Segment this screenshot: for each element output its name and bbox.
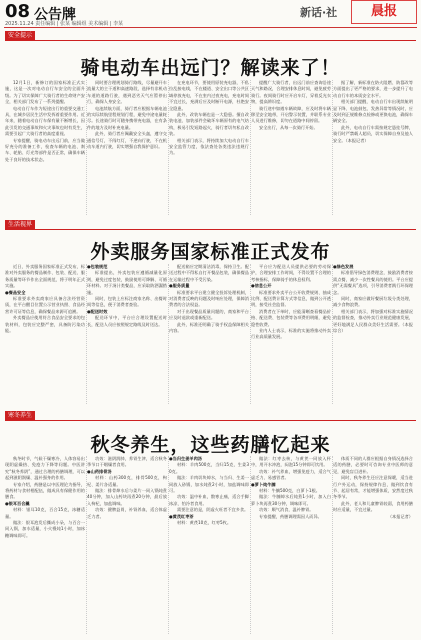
section-tag-rule	[5, 420, 416, 421]
article-column	[87, 80, 167, 215]
page-number: 08	[5, 1, 31, 22]
paragraph: 标准提出，外卖包装应遵循减量化原则，避免过度包装，鼓励使用可降解、可循环材料。对于汤汁类餐品，应采取防洒漏措施。	[87, 270, 167, 295]
section-tag-lifestyle: 生活视界	[5, 220, 35, 229]
paragraph: ●服务质量	[169, 283, 190, 289]
article-column	[169, 264, 249, 404]
article-column	[169, 456, 249, 634]
paragraph: 功效：滋阴润肺，养胃生津，适合秋冬季节口干咽燥者食用。	[87, 456, 167, 468]
paragraph: 同时，包装上应标注商家名称、出餐时间等信息，便于消费者查验。	[87, 296, 167, 308]
page-section-title: 公告牌	[34, 7, 76, 23]
paragraph: 材料：银耳10克，百合15克，冰糖适量。	[5, 507, 85, 519]
article-column	[333, 456, 413, 634]
section-tag-rule	[5, 40, 416, 41]
paragraph: 做法：牛腩焯水后炖煮1小时，加入白萝卜块再煮30分钟，调味即可。	[251, 494, 331, 506]
paragraph: 业内人士表示，标准的实施将推动外卖行业高质量发展。	[251, 328, 331, 340]
paragraph: 相关部门提醒，电动自行车出现续航明显下降、电池鼓包、发热异常等情况时，应及时到正规维修点检修或更换电池，确保车辆安全。	[333, 99, 413, 124]
paragraph: 标准要求外卖商家应具备合法经营资质，在平台醒目位置公示营业执照、食品经营许可证等信息，确保餐品来源可追溯。	[5, 296, 85, 314]
paragraph: ●绿色发展	[333, 264, 354, 269]
brand-logo: 晨报	[351, 0, 417, 24]
paragraph: 专家提醒，药膳调理需因人而异。	[259, 513, 322, 519]
article-column	[251, 456, 331, 634]
paragraph: 平台应为配送人员提供必要的劳动保护，合理安排工作时间，不得设置不合理的考核指标，保障骑手的休息权利。	[251, 264, 331, 282]
article-column	[5, 264, 85, 404]
section-tag-health: 寒冬养生	[5, 411, 35, 420]
article-column	[87, 456, 167, 634]
paragraph: 需要注意的是，阴虚火旺者不宜多食。	[177, 507, 249, 513]
paragraph: 电动自行车作为短途出行的重要交通工具，在城乡居民生活中发挥着重要作用。近年来，随着电动自行车保有量不断增长，因此引发的交通事故和火灾事故也时有发生，需要引起广大骑行者的高度重视。	[5, 105, 85, 137]
paragraph: 做法：排骨焯水后与姜片一同入锅炖煮40分钟，加入山药块再煮20分钟，最后放入枸杞，加盐调味。	[87, 488, 167, 506]
paragraph: 标准要求平台建立健全投诉处理机制，对消费者反映的问题及时响应处理，保障消费者的合法权益。	[169, 289, 249, 308]
paragraph: 材料：黄芪10克，红枣5枚。	[177, 520, 232, 526]
column-divider	[332, 264, 333, 404]
paragraph: 此外，改装车辆也是一大隐患。擅自改装电池、加装部件会破坏车辆原有的电气结构，极易引发短路起火，骑行者切勿私自改装。	[169, 112, 249, 137]
paragraph: 此外，老人和儿童脾胃较弱，食用药膳时应适量，不宜过量。	[333, 500, 413, 513]
column-divider	[86, 456, 87, 634]
paragraph: 配送箱应定期清洁消毒，保持卫生。配送过程中不得私自打开餐品包装，确保餐品在运输过程中不受污染。	[169, 264, 249, 282]
paragraph: 同时要合理规划骑行路线，尽量避开车流量大的主干道和高速路段，选择有非机动车道的道路行驶，遇到恶劣天气应暂停出行，确保人身安全。	[87, 80, 167, 105]
paragraph: 相关部门表示，将持续加大电动自行车安全监管力度，依法查处各类违法违规行为。	[169, 137, 249, 156]
paragraph: 配送环节中，平台应合理设置配送时长，配送人员应按照规定路线及时送达。	[87, 315, 167, 327]
column-divider	[86, 80, 87, 215]
article-column	[169, 80, 249, 215]
paragraph: 体质不同的人群应根据自身情况选择合适的药膳，必要时可咨询专业中医师的意见，避免盲目进补。	[333, 456, 413, 474]
column-divider	[168, 80, 169, 215]
paragraph: ●包装规范	[87, 264, 108, 269]
paragraph: 材料：牛腩500克，白萝卜1根。	[259, 488, 320, 494]
column-divider	[332, 456, 333, 634]
paragraph: 对于出现餐品质量问题的，商家和平台应及时退款或重新配送。	[169, 308, 249, 321]
paragraph: 材料：山药300克，排骨500克，枸杞、姜片各适量。	[87, 475, 167, 487]
paragraph: 此外，标准还明确了骑手权益保障相关内容。	[169, 321, 249, 334]
paragraph: ●当归生姜羊肉汤	[169, 456, 202, 461]
article-column	[5, 80, 85, 215]
article-headline-herbal: 秋冬养生，这些药膳忆起来	[90, 434, 331, 456]
article-headline-ebike: 骑电动车出远门？解读来了！	[80, 57, 341, 79]
paragraph: ●萝卜炖牛腩	[251, 481, 276, 487]
paragraph: ●黄芪红枣茶	[169, 513, 194, 519]
paragraph: 消费者在下单时，应能清晰查看餐品价格、配送费、包装费等各项费用明细，避免隐性收费。	[251, 308, 331, 327]
article-column	[251, 264, 331, 404]
paragraph: 专家提醒，骑电动车出远门前，应当做好充分的准备工作，检查车辆的电池、刹车、轮胎、灯光等部件是否正常，确保车辆处于良好的技术状态。	[5, 137, 85, 162]
paragraph: 安全出行，从每一次骑行开始。	[259, 124, 318, 130]
paragraph: 提醒广大骑行者，出远门前应查询沿途天气和路况，合理安排休息时间，避免疲劳骑行。夜间骑行时应开启车灯，穿着反光衣物，提高辨识度。	[251, 80, 331, 105]
column-divider	[250, 264, 251, 404]
article-column	[5, 456, 85, 634]
paragraph: 做法：红枣去核，与黄芪一同放入杯中，用开水冲泡，闷泡15分钟即可饮用。	[251, 456, 331, 468]
paragraph: 此外，电动自行车需按规定悬挂号牌，骑行时严禁载人超员，切实保障自身及他人安全。（本报记者）	[333, 124, 413, 143]
column-divider	[168, 456, 169, 634]
section-tag-rule	[5, 229, 416, 230]
paragraph: 做法：羊肉切块焯水，与当归、生姜一同放入砂锅，加水炖煮2小时，加盐调味即可。	[169, 475, 249, 494]
article-column	[87, 264, 167, 404]
paragraph: 近日，外卖服务国家标准正式发布，标准对外卖服务的餐品制作、包装、配送、服务质量等环节作出全面规范，将于明年正式实施。	[5, 264, 85, 289]
paragraph: 材料：羊肉500克，当归15克，生姜30克。	[169, 462, 249, 474]
column-divider	[250, 80, 251, 215]
column-divider	[250, 456, 251, 634]
paragraph: 功效：顺气消食，温补脾胃。	[259, 507, 314, 513]
paragraph: ●餐品安全	[5, 289, 26, 295]
paragraph: 标准倡导绿色消费理念，鼓励消费者按需点餐，减少一次性餐具的使用。平台应提供“无需餐具”选项，引导消费者践行环保理念。	[333, 270, 413, 295]
paragraph: ●配送时效	[87, 308, 108, 314]
article-column	[333, 80, 413, 215]
paragraph: 骑行途中如遇车辆故障，应及时将车辆移至安全地带，开启警示装置，并联系专业人员进行维修，切勿在道路中间停留。	[251, 105, 331, 124]
column-divider	[168, 264, 169, 404]
paragraph: 功效：健脾益胃，补肾养血，适合体虚乏力者。	[87, 507, 167, 519]
paragraph: 标准要求外卖平台公开收费规则、抽成比例、配送费计算方式等信息，做到公开透明，接受社会监督。	[251, 289, 331, 308]
paragraph: 外卖餐品应使用符合食品安全要求的包装材料，包装应完整严密，具备防污染功能。	[5, 315, 85, 334]
column-divider	[332, 80, 333, 215]
paragraph: 同时，秋冬养生还应注意保暖，适当进行户外运动，保持规律作息，做到饮食有节、起居有常，才能增强体质，安然度过秋冬季节。	[333, 475, 413, 500]
article-column	[333, 264, 413, 404]
paragraph: 同时，商家应做好餐厨垃圾分类处理，减少食物浪费。	[333, 296, 413, 308]
paragraph: 相关部门表示，将加强对标准实施情况的监督检查，推动外卖行业规范健康发展，更好地满足人民群众美好生活需要。（本报综合）	[333, 308, 413, 334]
paragraph: 秋冬时节，气候干燥寒冷，人体容易出现阴虚燥热、免疫力下降等问题。中医讲究“秋冬养阴”，通过合理的药膳调理，可以起到滋阴润燥、温补强身的作用。	[5, 456, 85, 481]
paragraph: 在充电环节，要使用原装充电器，不私拉乱接电线，不在楼道、安全出口等公共区域停放充电，不在室内过夜充电，充电时间不宜过长，充满后应及时断开电源，杜绝安全隐患。	[169, 80, 249, 111]
paragraph: 专家介绍，药膳是以中医理论为指导，将药材与食材相配伍，做成具有保健作用的膳食。	[5, 481, 85, 500]
paragraph: 此外，骑行者应佩戴安全头盔，遵守交通信号灯，不闯红灯，不逆向行驶，不在机动车道内行驶，切实增强自我保护意识。	[87, 131, 167, 150]
brand-name: 新话·社	[300, 6, 338, 19]
paragraph: 功效：补气养血，增强免疫力，适合气虚乏力、易感冒者。	[251, 468, 331, 481]
paragraph: （本报记者）	[387, 513, 413, 519]
page-date-line: 2025.11.24 责任编辑 | 张某 编辑组 美术编辑 | 李某	[5, 21, 124, 27]
paragraph: ●山药排骨汤	[87, 468, 112, 474]
article-column	[251, 80, 331, 215]
paragraph: 功效：温中补血，散寒止痛，适合手脚冰凉、怕冷者食用。	[169, 494, 249, 506]
paragraph: 做法：银耳泡发后撕成小朵，与百合一同入锅，加水适量，小火慢炖1小时，加冰糖调味即可。	[5, 520, 85, 538]
paragraph: ●银耳百合羹	[5, 500, 30, 506]
paragraph: 12月1日，新修订的国家标准正式实施，这是一次对电动自行车安全的全面升级。为了切实保障广大骑行者的生命财产安全，相关部门发布了一系列提醒。	[5, 80, 85, 105]
page-header	[0, 0, 421, 30]
article-headline-takeout: 外卖服务国家标准正式发布	[90, 241, 331, 263]
paragraph: 据了解，新标准在防火阻燃、防篡改等方面提出了更严格的要求，进一步提升了电动自行车的本质安全水平。	[333, 80, 413, 98]
column-divider	[86, 264, 87, 404]
header-rule	[4, 27, 417, 28]
section-tag-safety: 安全提示	[5, 31, 35, 40]
paragraph: 电池续航方面，骑行者应根据车辆电池的实际续航里程规划行程，避免中途电量耗尽。长途骑行时可随身携带充电器，在有条件的地方及时补充电量。	[87, 105, 167, 130]
paragraph: ●信息公开	[251, 283, 272, 289]
